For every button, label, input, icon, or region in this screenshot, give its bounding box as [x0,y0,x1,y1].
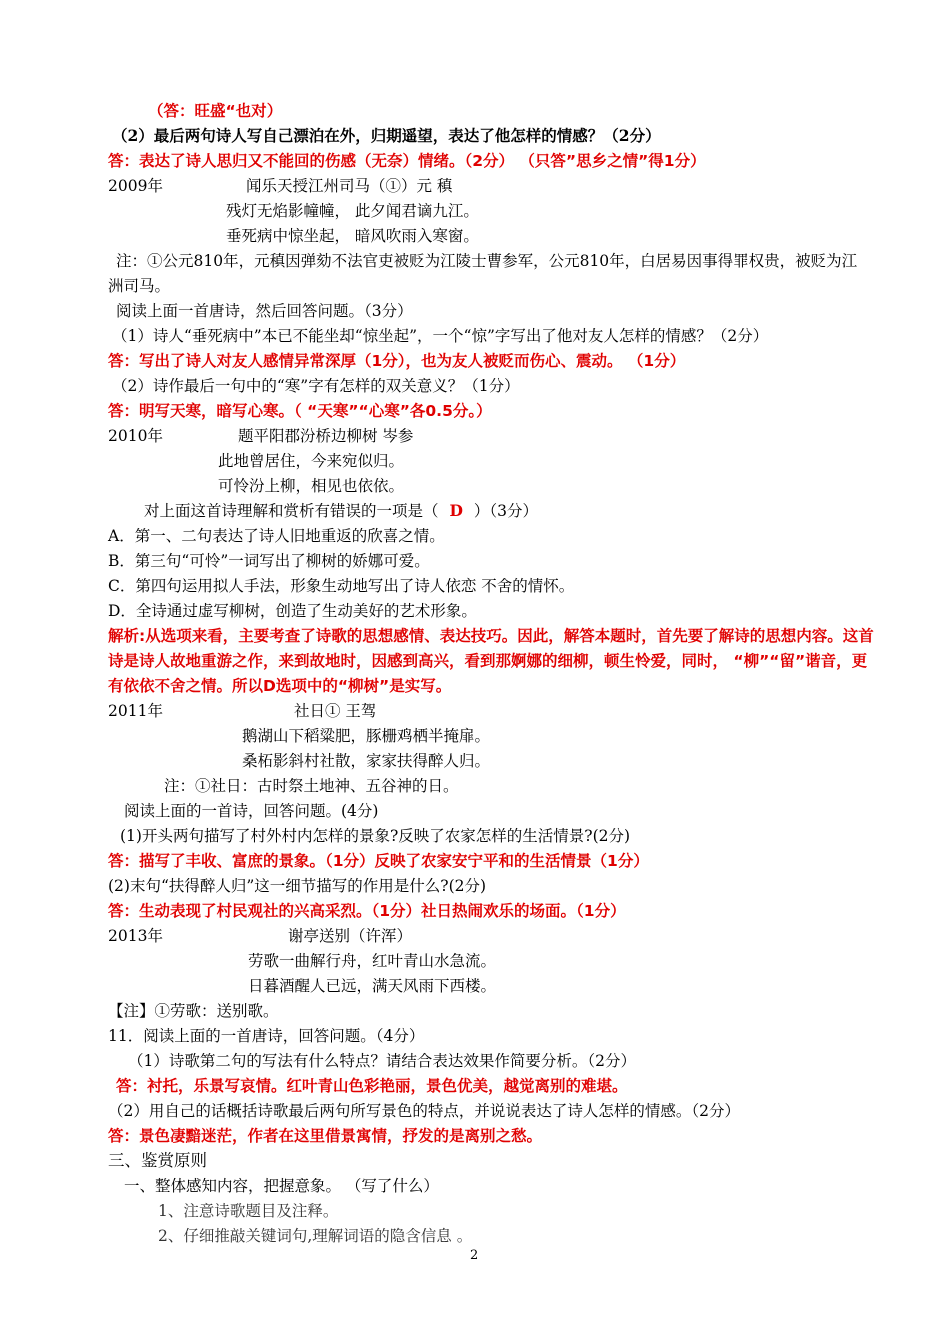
option-a: A．第一、二句表达了诗人旧地重返的欣喜之情。 [108,527,445,545]
answer-line: （答：旺盛“也对） [148,102,283,120]
poem-note: 【注】①劳歌：送别歌。 [108,1002,279,1020]
poem-line: 鹅湖山下稻粱肥，豚栅鸡栖半掩扉。 [242,727,491,745]
option-d: D．全诗通过虚写柳树，创造了生动美好的艺术形象。 [108,602,477,620]
poem-note: 注：①社日：古时祭土地神、五谷神的日。 [164,777,459,795]
question-score: ）（3分） [473,502,538,520]
question-text: 对上面这首诗理解和赏析有错误的一项是（ [144,502,439,520]
poem-line: 可怜汾上柳，相见也依依。 [218,477,405,495]
question-line: （1）诗歌第二句的写法有什么特点？请结合表达效果作简要分析。（2分） [128,1052,636,1070]
poem-line: 劳歌一曲解行舟，红叶青山水急流。 [248,952,497,970]
poem-title: 题平阳郡汾桥边柳树 岑参 [238,427,414,445]
instruction-line: 阅读上面的一首诗，回答问题。(4分) [124,802,379,820]
question-line: （2）诗作最后一句中的“寒”字有怎样的双关意义？（1分） [112,377,520,395]
question-line [144,501,538,521]
poem-note: 注：①公元810年，元稹因弹劾不法官吏被贬为江陵士曹参军，公元810年，白居易因事得罪权贵，被贬为江洲司马。 [108,252,858,295]
answer-line: 答：写出了诗人对友人感情异常深厚（1分），也为友人被贬而伤心、震动。 （1分） [108,352,686,370]
poem-title: 谢亭送别（许浑） [288,927,413,945]
poem-line: 垂死病中惊坐起， 暗风吹雨入寒窗。 [226,227,479,245]
instruction-line: 11．阅读上面的一首唐诗，回答问题。（4分） [108,1027,425,1045]
poem-line: 桑柘影斜村社散，家家扶得醉人归。 [242,752,491,770]
analysis-paragraph: 解析:从选项来看，主要考查了诗歌的思想感情、表达技巧。因此，解答本题时，首先要了解诗的思想内容。这首诗是诗人故地重游之作，来到故地时，因感到高兴，看到那婀娜的细柳，顿生怜爱，同时， “柳”“留”谐音，更有依依不舍之情。所以D选项中的“柳树”是实写。 [108,627,874,695]
question-line: (1)开头两句描写了村外村内怎样的景象?反映了农家怎样的生活情景?(2分) [120,827,631,845]
list-item: 2、仔细推敲关键词句,理解词语的隐含信息 。 [158,1227,473,1245]
year-label: 2013年 [108,927,163,945]
question-line: （1）诗人“垂死病中”本已不能坐却“惊坐起”，一个“惊”字写出了他对友人怎样的情感？（2分） [112,327,769,345]
question-line: (2)末句“扶得醉人归”这一细节描写的作用是什么?(2分) [108,877,487,895]
page-number: 2 [470,1248,479,1263]
question-line: （2）用自己的话概括诗歌最后两句所写景色的特点，并说说表达了诗人怎样的情感。（2分） [108,1102,740,1120]
poem-line: 残灯无焰影幢幢， 此夕闻君谪九江。 [226,202,479,220]
question-line: （2）最后两句诗人写自己漂泊在外，归期遥望，表达了他怎样的情感？（2分） [112,126,661,145]
list-item: 1、注意诗歌题目及注释。 [158,1202,339,1220]
answer-line: 答：景色凄黯迷茫，作者在这里借景寓情，抒发的是离别之愁。 [108,1127,543,1145]
answer-choice: D [449,501,463,520]
section-heading: 三、鉴赏原则 [108,1151,207,1170]
year-label: 2010年 [108,427,163,445]
year-label: 2011年 [108,702,163,720]
answer-line: 答：明写天寒，暗写心寒。（ “天寒”“心寒”各0.5分。） [108,402,492,420]
answer-line: 答：描写了丰收、富庶的景象。（1分）反映了农家安宁平和的生活情景（1分） [108,852,649,870]
option-c: C．第四句运用拟人手法，形象生动地写出了诗人依恋 不舍的情怀。 [108,577,575,595]
poem-line: 日暮酒醒人已远，满天风雨下西楼。 [248,977,497,995]
answer-line: 答：表达了诗人思归又不能回的伤感（无奈）情绪。（2分） （只答”思乡之情”得1分） [108,152,706,170]
subsection-heading: 一、整体感知内容，把握意象。 （写了什么） [124,1177,439,1195]
poem-title: 闻乐天授江州司马（①）元 稹 [246,177,453,195]
answer-line: 答：衬托，乐景写哀情。红叶青山色彩艳丽，景色优美，越觉离别的难堪。 [116,1077,628,1095]
instruction-line: 阅读上面一首唐诗，然后回答问题。（3分） [116,302,413,320]
option-b: B．第三句“可怜”一词写出了柳树的娇娜可爱。 [108,552,430,570]
year-label: 2009年 [108,177,163,195]
poem-title: 社日① 王驾 [294,702,377,720]
poem-line: 此地曾居住，今来宛似归。 [218,452,405,470]
answer-line: 答：生动表现了村民观社的兴高采烈。（1分）社日热闹欢乐的场面。（1分） [108,902,626,920]
